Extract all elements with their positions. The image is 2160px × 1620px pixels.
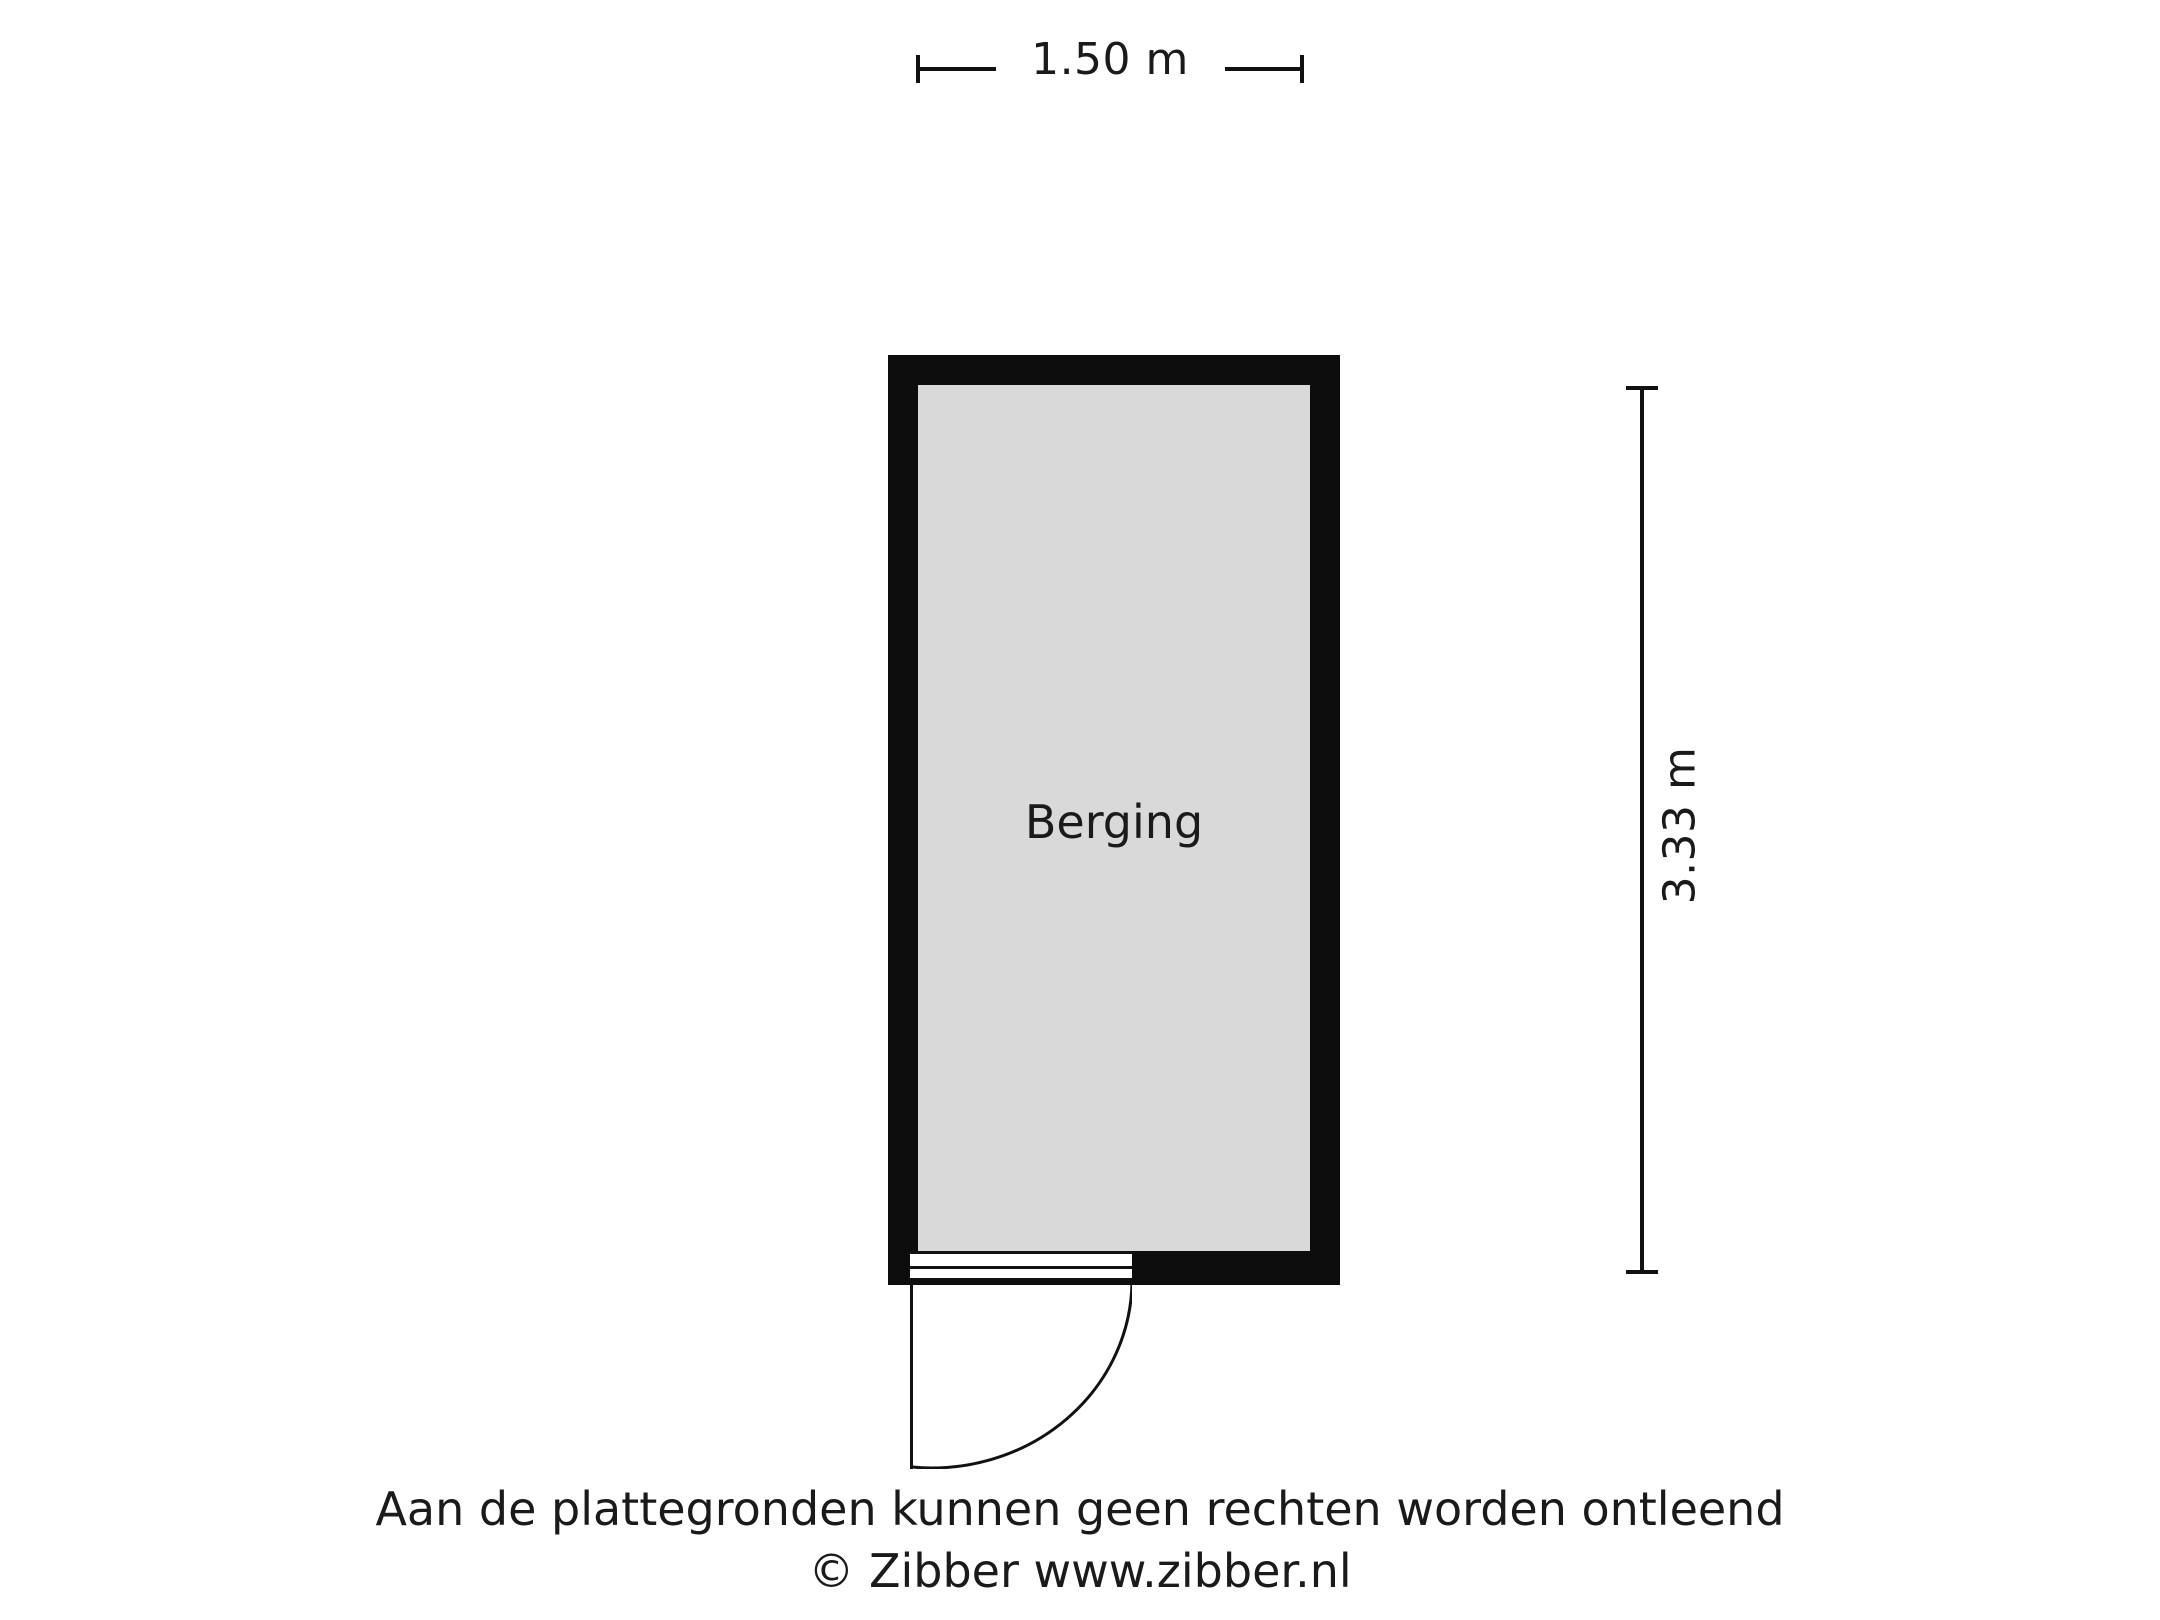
door-threshold-line	[910, 1266, 1132, 1269]
width-dimension-line-right	[1225, 67, 1303, 71]
door-swing-arc-icon	[910, 1281, 1132, 1469]
footer	[0, 1478, 2160, 1602]
height-dimension-cap-bottom	[1626, 1270, 1658, 1274]
footer-disclaimer: Aan de plattegronden kunnen geen rechten worden ontleend	[375, 1482, 1785, 1536]
height-dimension-label: 3.33 m	[1654, 746, 1706, 905]
width-dimension	[900, 20, 1320, 90]
width-dimension-cap-right	[1300, 55, 1304, 83]
width-dimension-label: 1.50 m	[1031, 34, 1189, 85]
height-dimension-line	[1640, 388, 1644, 1272]
room-label: Berging	[1024, 795, 1204, 849]
height-dimension	[1600, 380, 1720, 1280]
width-dimension-line-left	[918, 67, 996, 71]
footer-copyright: © Zibber www.zibber.nl	[808, 1544, 1352, 1598]
door-opening-icon	[910, 1251, 1132, 1281]
room-walls	[888, 355, 1340, 1285]
room-plan	[888, 355, 1340, 1285]
